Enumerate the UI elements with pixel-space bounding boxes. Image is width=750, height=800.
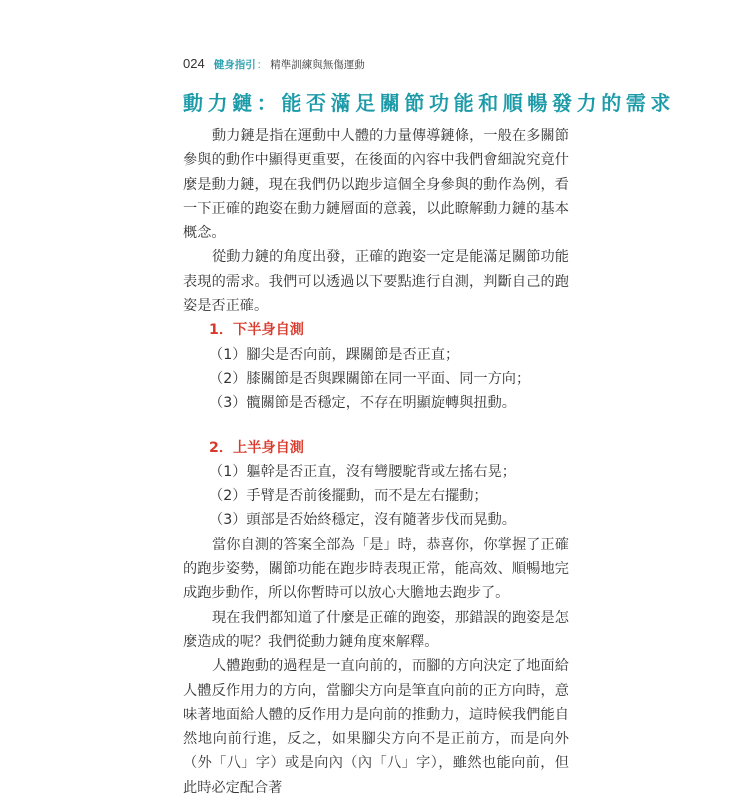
section-gap [183, 416, 569, 436]
paragraph-wrong-posture: 現在我們都知道了什麼是正確的跑姿，那錯誤的跑姿是怎麼造成的呢？我們從動力鏈角度來解釋。 [183, 609, 569, 650]
body-text [183, 124, 569, 800]
paragraph-ground-reaction: 人體跑動的過程是一直向前的，而腳的方向決定了地面給人體反作用力的方向，當腳尖方向是筆直向前的正方向時，意味著地面給人體的反作用力是向前的推動力，這時候我們能自然地向前行進，反之，如果腳尖方向不是正前方，而是向外（外「八」字）或是向內（內「八」字），雖然也能向前，但此時必定配合著 [183, 658, 569, 796]
paragraph-all-yes: 當你自測的答案全部為「是」時，恭喜你，你掌握了正確的跑步姿勢，關節功能在跑步時表現正常，能高效、順暢地完成跑步動作，所以你暫時可以放心大膽地去跑步了。 [183, 536, 569, 602]
paragraph-intro: 動力鏈是指在運動中人體的力量傳導鏈條，一般在多關節參與的動作中顯得更重要，在後面的內容中我們會細說究竟什麼是動力鏈，現在我們仍以跑步這個全身參與的動作為例，看一下正確的跑姿在動力鏈層面的意義，以此瞭解動力鏈的基本概念。 [183, 128, 569, 242]
upper-body-heading: 2．上半身自測 [209, 439, 304, 456]
upper-body-item-2: （2）手臂是否前後擺動，而不是左右擺動； [209, 488, 488, 505]
upper-body-item-3: （3）頭部是否始終穩定，沒有隨著步伐而晃動。 [209, 512, 516, 529]
lower-body-item-1: （1）腳尖是否向前，踝關節是否正直； [209, 346, 460, 363]
upper-body-item-1: （1）軀幹是否正直，沒有彎腰駝背或左搖右晃； [209, 463, 516, 480]
lower-body-item-2: （2）膝關節是否與踝關節在同一平面、同一方向； [209, 370, 531, 387]
paragraph-self-test: 從動力鏈的角度出發，正確的跑姿一定是能滿足關節功能表現的需求。我們可以透過以下要點進行自測，判斷自己的跑姿是否正確。 [183, 249, 569, 315]
book-title: 精準訓練與無傷運動 [270, 59, 365, 71]
page-number: 024 [183, 56, 205, 71]
section-title: 動力鏈：能否滿足關節功能和順暢發力的需求 [183, 91, 675, 115]
lower-body-heading: 1．下半身自測 [209, 322, 304, 339]
running-header [183, 56, 365, 72]
lower-body-item-3: （3）髖關節是否穩定，不存在明顯旋轉與扭動。 [209, 395, 516, 412]
series-name: 健身指引 [213, 59, 256, 71]
header-separator: ： [256, 59, 268, 71]
